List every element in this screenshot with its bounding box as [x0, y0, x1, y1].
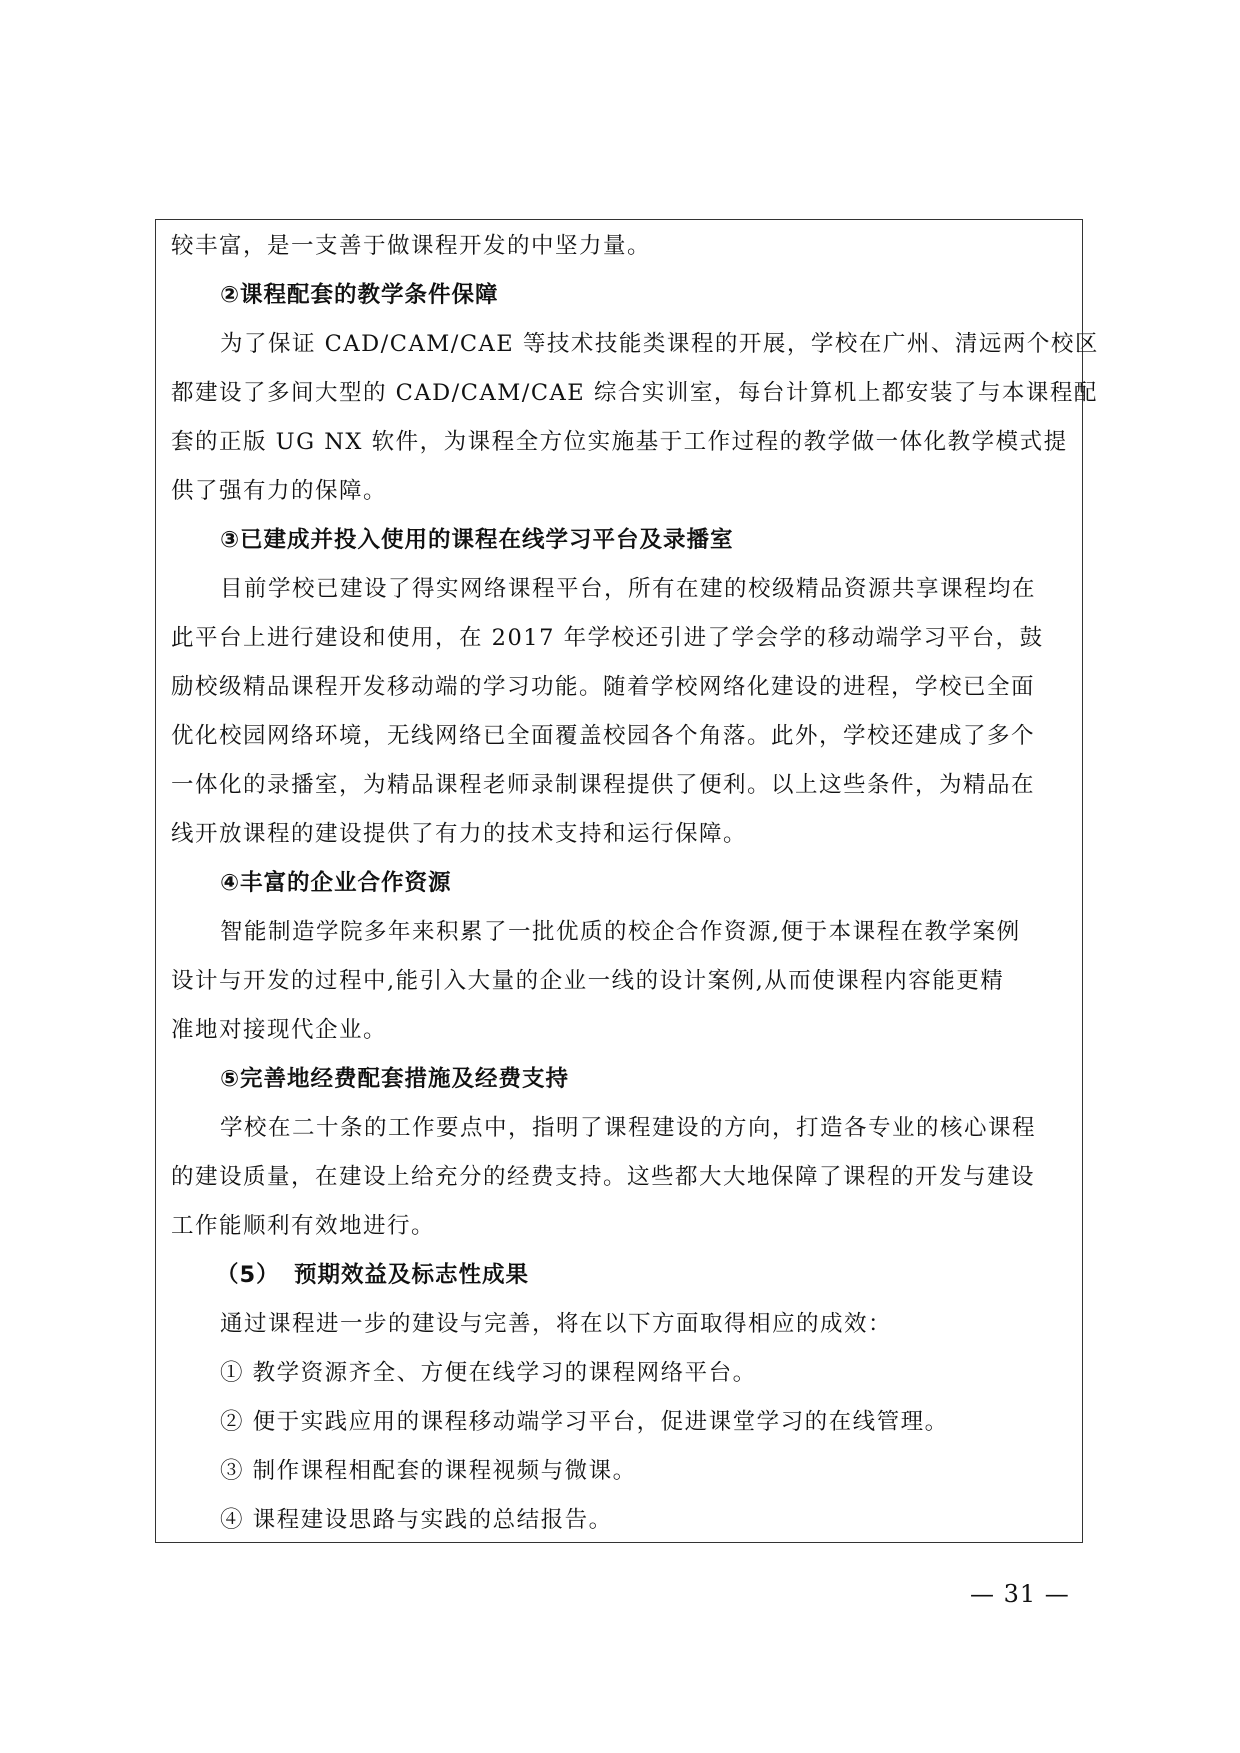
paragraph-line: 学校在二十条的工作要点中，指明了课程建设的方向，打造各专业的核心课程 — [220, 1115, 1037, 1141]
outcome-item: ④ 课程建设思路与实践的总结报告。 — [220, 1507, 613, 1533]
paragraph-line: 为了保证 CAD/CAM/CAE 等技术技能类课程的开展，学校在广州、清远两个校区 — [220, 331, 1099, 357]
outcome-item: ① 教学资源齐全、方便在线学习的课程网络平台。 — [220, 1360, 757, 1386]
paragraph-line: 的建设质量，在建设上给充分的经费支持。这些都大大地保障了课程的开发与建设 — [171, 1164, 1036, 1190]
page-number: — 31 — — [970, 1580, 1070, 1608]
paragraph-line: 一体化的录播室，为精品课程老师录制课程提供了便利。以上这些条件，为精品在 — [171, 772, 1036, 798]
paragraph-line: 智能制造学院多年来积累了一批优质的校企合作资源,便于本课程在教学案例 — [220, 919, 1021, 945]
paragraph-line: 目前学校已建设了得实网络课程平台，所有在建的校级精品资源共享课程均在 — [220, 576, 1037, 602]
paragraph-line: 励校级精品课程开发移动端的学习功能。随着学校网络化建设的进程，学校已全面 — [171, 674, 1036, 700]
section-5-number: （5） — [216, 1262, 280, 1288]
paragraph-line: 线开放课程的建设提供了有力的技术支持和运行保障。 — [171, 821, 748, 847]
section-heading: ⑤完善地经费配套措施及经费支持 — [220, 1066, 570, 1092]
paragraph-line: 套的正版 UG NX 软件，为课程全方位实施基于工作过程的教学做一体化教学模式提 — [171, 429, 1068, 455]
paragraph-line: 都建设了多间大型的 CAD/CAM/CAE 综合实训室，每台计算机上都安装了与本课程配 — [171, 380, 1098, 406]
outcome-item: ② 便于实践应用的课程移动端学习平台，促进课堂学习的在线管理。 — [220, 1409, 949, 1435]
paragraph-line: 优化校园网络环境，无线网络已全面覆盖校园各个角落。此外，学校还建成了多个 — [171, 723, 1036, 749]
paragraph-line: 供了强有力的保障。 — [171, 478, 388, 504]
paragraph-line: 工作能顺利有效地进行。 — [171, 1213, 436, 1239]
paragraph-line: 较丰富，是一支善于做课程开发的中坚力量。 — [171, 233, 652, 259]
outcome-item: ③ 制作课程相配套的课程视频与微课。 — [220, 1458, 637, 1484]
section-5-heading — [216, 1260, 1114, 1292]
section-heading: ④丰富的企业合作资源 — [220, 870, 452, 896]
section-heading: ③已建成并投入使用的课程在线学习平台及录播室 — [220, 527, 734, 553]
outcomes-intro: 通过课程进一步的建设与完善，将在以下方面取得相应的成效： — [220, 1311, 893, 1337]
section-5-title: 预期效益及标志性成果 — [294, 1262, 530, 1288]
section-heading: ②课程配套的教学条件保障 — [220, 282, 499, 308]
paragraph-line: 此平台上进行建设和使用，在 2017 年学校还引进了学会学的移动端学习平台，鼓 — [171, 625, 1044, 651]
paragraph-line: 设计与开发的过程中,能引入大量的企业一线的设计案例,从而使课程内容能更精 — [171, 968, 1005, 994]
paragraph-line: 准地对接现代企业。 — [171, 1017, 388, 1043]
